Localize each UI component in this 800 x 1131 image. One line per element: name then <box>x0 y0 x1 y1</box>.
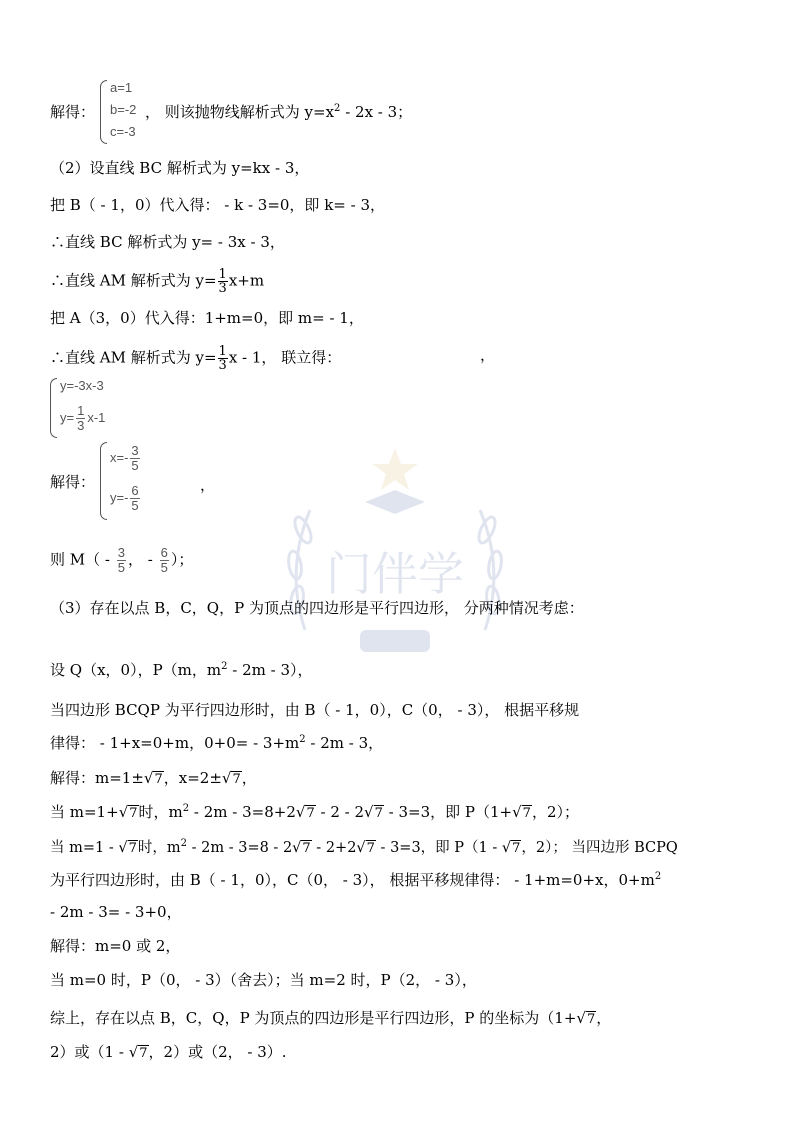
point-m: 则 M（ - $\frac{3}{5}$ ， - $\frac{6}{5}$ ）； <box>50 545 194 575</box>
system-row: c=-3 <box>110 124 136 139</box>
fraction: $\frac{1}{3}$ <box>218 344 227 373</box>
text-line: ∴直线 BC 解析式为 y= - 3x - 3， <box>50 233 285 251</box>
text-line: 把 A（3，0）代入得：1+m=0，即 m= - 1， <box>50 309 364 327</box>
parabola-result: ， 则该抛物线解析式为 $y=x^2 - 2x - 3$； <box>145 103 413 121</box>
text-line: ， <box>480 346 496 364</box>
solve-label-1: 解得： <box>50 103 96 121</box>
brace <box>50 378 57 438</box>
text-line: 当 m=0 时，P（0， - 3）（舍去）；当 m=2 时，P（2， - 3）， <box>50 971 477 989</box>
system-row: y=-3x-3 <box>60 378 104 393</box>
text-line: 当 m=1 - √7时，$m^2 - 2m - 3=8 - 2√7 - 2+2√7 - 3=3$，即 P（1 - √7，2）； 当四边形 BCPQ <box>50 838 678 856</box>
system-row: a=1 <box>110 80 133 95</box>
system-row: y= $\frac{1}{3}$ x-1 <box>60 403 106 433</box>
text-line: 当 m=1+√7时，$m^2 - 2m - 3=8+2√7 - 2 - 2√7 - 3=3$，即 P（1+√7，2）； <box>50 803 579 821</box>
text-line: - 2m - 3= - 3+0， <box>50 903 182 921</box>
text-line: 解得：m=1±√7，x=2±√7， <box>50 769 257 787</box>
part3-header: （3）存在以点 B，C，Q，P 为顶点的四边形是平行四边形， 分两种情况考虑： <box>50 599 584 617</box>
solve-label-2: 解得： <box>50 473 96 491</box>
brace <box>100 442 107 520</box>
system-row: x=- $\frac{3}{5}$ <box>110 443 139 473</box>
fraction: $\frac{1}{3}$ <box>218 267 227 296</box>
text-line: 2）或（1 - √7，2）或（2， - 3）. <box>50 1043 287 1061</box>
text-line: 为平行四边形时，由 B（ - 1，0），C（0， - 3）， 根据平移规律得： - 1+m=0+x，$0+m^2$ <box>50 871 662 889</box>
system-xy <box>100 442 190 520</box>
brace <box>100 80 107 144</box>
text-line: 设 Q（x，0），P（m，$m^2 - 2m - 3$）， <box>50 661 313 679</box>
text-line: 当四边形 BCQP 为平行四边形时，由 B（ - 1，0），C（0， - 3）， 根据平移规 <box>50 701 580 719</box>
text-line: 律得： - 1+x=0+m，$0+0= - 3+m^2 - 2m - 3$， <box>50 734 384 752</box>
text-line: ∴直线 AM 解析式为 y= $\frac{1}{3}$ x - 1， 联立得： <box>50 344 342 373</box>
text-line: 综上，存在以点 B，C，Q，P 为顶点的四边形是平行四边形，P 的坐标为（1+√7， <box>50 1009 612 1027</box>
part2-header: （2）设直线 BC 解析式为 y=kx - 3， <box>50 159 310 177</box>
system-row: b=-2 <box>110 102 137 117</box>
watermark-text: 门伴学 <box>326 547 464 601</box>
text-line: ∴直线 AM 解析式为 y= $\frac{1}{3}$ x+m <box>50 267 265 296</box>
system-row: y=- $\frac{6}{5}$ <box>110 483 139 513</box>
text-line: 解得：m=0 或 2， <box>50 937 181 955</box>
system-lines <box>50 378 170 438</box>
text-line: ， <box>200 476 216 494</box>
text-line: 把 B（ - 1，0）代入得： - k - 3=0，即 k= - 3， <box>50 196 386 214</box>
